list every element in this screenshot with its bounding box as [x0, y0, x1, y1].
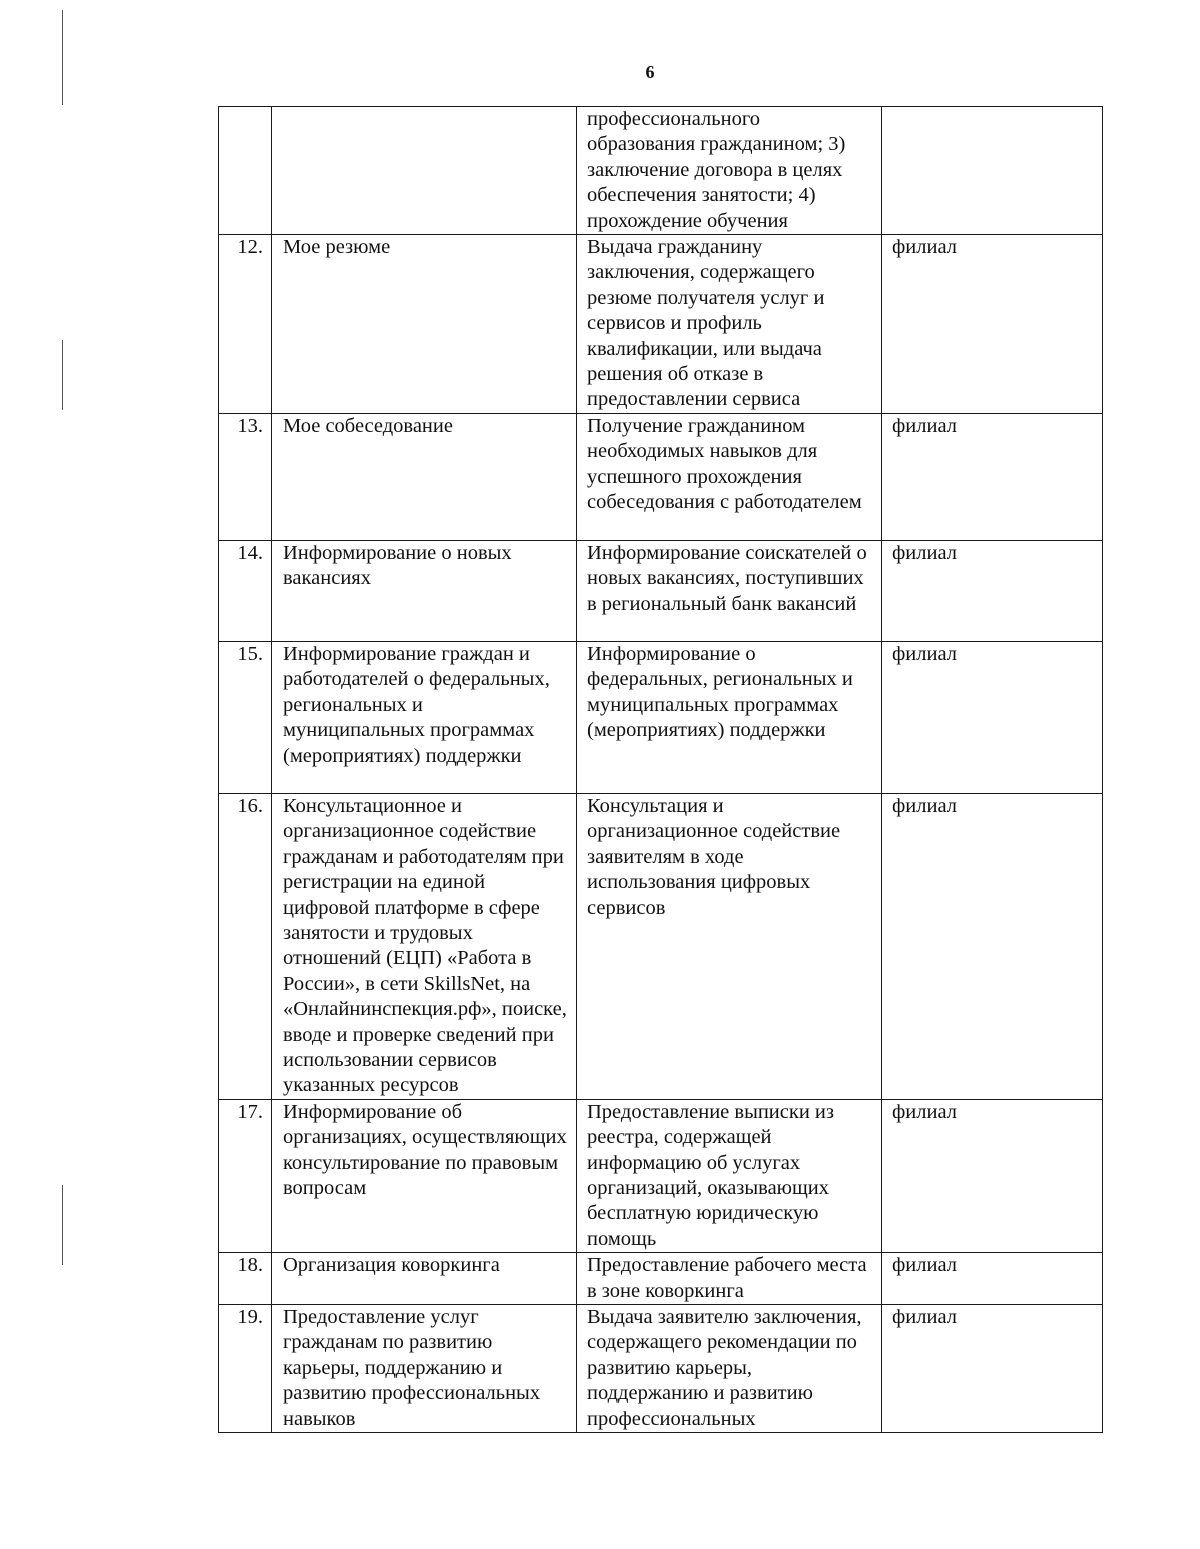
service-name: Организация коворкинга	[272, 1253, 577, 1305]
service-result: Предоставление выписки из реестра, содержащей информацию об услугах организаций, оказывающих бесплатную юридическую помощь	[577, 1099, 882, 1252]
service-name: Консультационное и организационное содействие гражданам и работодателям при регистрации на единой цифровой платформе в сфере занятости и трудовых отношений (ЕЦП) «Работа в России», в сети SkillsNet, на «Онлайнинспекция.рф», поиске, вводе и проверке сведений при использовании сервисов указанных ресурсов	[272, 793, 577, 1099]
executor: филиал	[882, 235, 1103, 414]
service-result: Получение гражданином необходимых навыков для успешного прохождения собеседования с работодателем	[577, 413, 882, 540]
executor: филиал	[882, 793, 1103, 1099]
table-row	[219, 1099, 1103, 1252]
service-result: Выдача гражданину заключения, содержащего резюме получателя услуг и сервисов и профиль квалификации, или выдача решения об отказе в предоставлении сервиса	[577, 235, 882, 414]
table-row	[219, 641, 1103, 793]
service-result: профессионального образования гражданином; 3) заключение договора в целях обеспечения занятости; 4) прохождение обучения	[577, 107, 882, 235]
services-table	[218, 106, 1103, 1433]
page-number: 6	[645, 62, 655, 82]
executor: филиал	[882, 1253, 1103, 1305]
service-name: Информирование о новых вакансиях	[272, 540, 577, 641]
row-number: 15.	[219, 641, 272, 793]
executor: филиал	[882, 540, 1103, 641]
executor: филиал	[882, 641, 1103, 793]
row-number: 18.	[219, 1253, 272, 1305]
table-row	[219, 107, 1103, 235]
service-name: Информирование граждан и работодателей о федеральных, региональных и муниципальных программах (мероприятиях) поддержки	[272, 641, 577, 793]
table-row	[219, 540, 1103, 641]
row-number: 13.	[219, 413, 272, 540]
executor: филиал	[882, 1305, 1103, 1433]
service-result: Выдача заявителю заключения, содержащего рекомендации по развитию карьеры, поддержанию и развитию профессиональных	[577, 1305, 882, 1433]
executor: филиал	[882, 1099, 1103, 1252]
service-name	[272, 107, 577, 235]
row-number: 12.	[219, 235, 272, 414]
service-result: Предоставление рабочего места в зоне коворкинга	[577, 1253, 882, 1305]
table-row	[219, 793, 1103, 1099]
row-number: 14.	[219, 540, 272, 641]
service-result: Информирование соискателей о новых вакансиях, поступивших в региональный банк вакансий	[577, 540, 882, 641]
executor: филиал	[882, 413, 1103, 540]
service-name: Информирование об организациях, осуществляющих консультирование по правовым вопросам	[272, 1099, 577, 1252]
table-row	[219, 235, 1103, 414]
scan-margin-mark	[62, 1185, 63, 1265]
row-number: 17.	[219, 1099, 272, 1252]
service-result: Информирование о федеральных, региональных и муниципальных программах (мероприятиях) поддержки	[577, 641, 882, 793]
row-number	[219, 107, 272, 235]
table-row	[219, 1305, 1103, 1433]
table-row	[219, 1253, 1103, 1305]
scan-margin-mark	[62, 10, 63, 105]
scan-margin-mark	[62, 340, 63, 410]
service-name: Предоставление услуг гражданам по развитию карьеры, поддержанию и развитию профессиональных навыков	[272, 1305, 577, 1433]
service-name: Мое резюме	[272, 235, 577, 414]
row-number: 16.	[219, 793, 272, 1099]
service-name: Мое собеседование	[272, 413, 577, 540]
executor	[882, 107, 1103, 235]
table-row	[219, 413, 1103, 540]
service-result: Консультация и организационное содействие заявителям в ходе использования цифровых сервисов	[577, 793, 882, 1099]
row-number: 19.	[219, 1305, 272, 1433]
